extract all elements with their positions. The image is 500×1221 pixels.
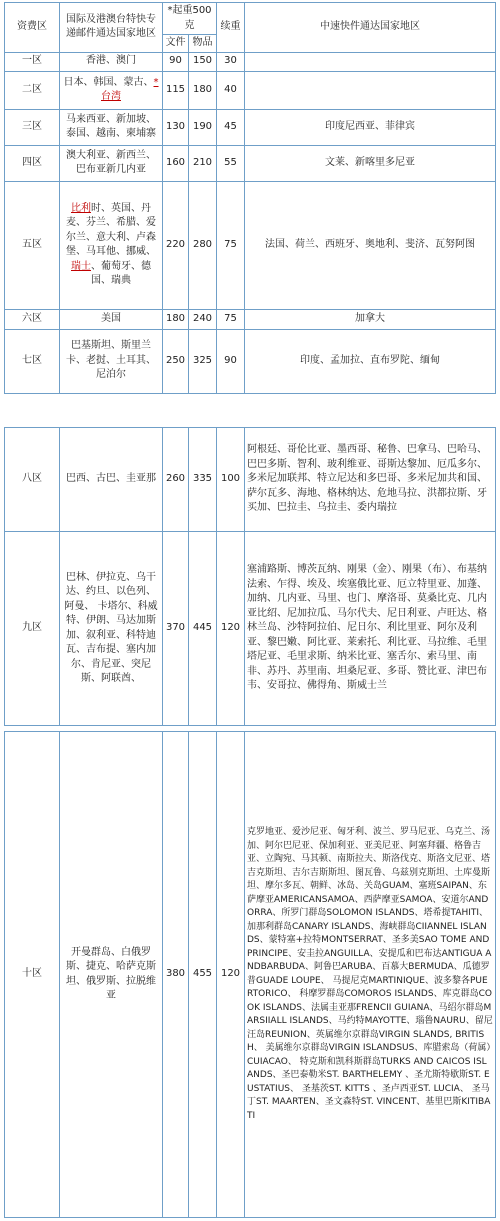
zone-doc-price: 250 [163,329,189,393]
zone-doc-price: 380 [163,732,189,1218]
table-row [5,309,496,329]
zone-countries: 巴西、古巴、圭亚那 [60,428,163,532]
zone-cont-price: 75 [217,309,245,329]
zone-countries: 美国 [60,309,163,329]
zone-goods-price: 445 [189,532,217,726]
zone-countries: 开曼群岛、白俄罗斯、捷克、哈萨克斯坦、俄罗斯、拉脱维亚 [60,732,163,1218]
taiwan-link[interactable]: *台湾 [101,76,159,102]
zone-name: 九区 [5,532,60,726]
zone-countries [60,181,163,309]
rate-table-part3 [4,731,496,1218]
header-countries: 国际及港澳台特快专递邮件通达国家地区 [60,3,163,53]
zone-ems: 克罗地亚、爱沙尼亚、匈牙利、波兰、罗马尼亚、乌克兰、汤加、阿尔巴尼亚、保加利亚、亚美尼亚、阿塞拜疆、格鲁吉亚、立陶宛、马其顿、南斯拉夫、斯洛伐克、斯洛文尼亚、塔吉克斯坦、吉尔吉斯斯坦、图瓦鲁、乌兹别克斯坦、土库曼斯坦、摩尔多瓦、朝鲜、冰岛、关岛GUAM、塞班SAIPAN、东萨摩亚AMERICANSAMOA、西萨摩亚SAMOA、安道尔ANDORRA、所罗门群岛SOLOMON ISLANDS、塔希提TAHITI、加那利群岛CANARY ISLANDS、海峡群岛CIIANNEL ISLANDS、蒙特塞+拉特MONTSERRAT、圣多美SAO TOME AND PRINCIPE、安圭拉ANGUILLA、安提瓜和巴布达ANTIGUA ANDBARBUDA、阿鲁巴ARUBA、百慕大BERMUDA、瓜德罗普GUADE LOUPE、 马提尼克MARTINIQUE、波多黎各PUERTORICO、 科摩罗群岛COMOROS ISLANDS、库克群岛COOK ISLANDS、法属圭亚那FRENCII GUIANA、马绍尔群岛MARSIIALL ISLANDS、马约特MAYOTTE、瑙鲁NAURU、留尼汪岛REUNION、英属维尔京群岛VIRGIN SLANDS, BRITISH、 美属维尔京群岛VIRGIN ISLANDSUS、库腊索岛（荷属）CUIACAO、 特克斯和凯科斯群岛TURKS AND CAICOS ISLANDS、圣巴泰勒米ST. BARTHELEMY 、圣尤斯特歇斯ST. EUSTATIUS、 圣基茨ST. KITTS 、圣卢西亚ST. LUCIA、 圣马丁ST. MAARTEN、圣文森特ST. VINCENT、基里巴斯KITIBATI [245,732,496,1218]
header-ems-countries: 中速快件通达国家地区 [245,3,496,53]
zone-goods-price: 190 [189,109,217,145]
zone-ems [245,52,496,71]
zone-doc-price: 115 [163,71,189,109]
zone-ems: 塞浦路斯、博茨瓦纳、刚果（金）、刚果（布）、布基纳法索、乍得、埃及、埃塞俄比亚、厄立特里亚、加蓬、加纳、几内亚、马里、也门、摩洛哥、莫桑比克、几内亚比绍、尼加拉瓜、马尔代夫、尼日利亚、卢旺达、格林兰岛、沙特阿拉伯、尼日尔、利比里亚、阿尔及利亚、黎巴嫩、阿比亚、莱索托、利比亚、马拉维、毛里塔尼亚、毛里求斯、纳米比亚、塞舌尔、索马里、南非、苏丹、苏里南、坦桑尼亚、多哥、赞比亚、津巴布韦、安哥拉、佛得角、斯威士兰 [245,532,496,726]
zone-doc-price: 180 [163,309,189,329]
belgium-link[interactable]: 比利 [71,202,91,214]
zone-goods-price: 280 [189,181,217,309]
zone-countries: 香港、澳门 [60,52,163,71]
table-row [5,71,496,109]
table-row [5,532,496,726]
zone-countries: 巴基斯坦、斯里兰卡、老挝、土耳其、尼泊尔 [60,329,163,393]
zone-cont-price: 120 [217,732,245,1218]
zone-countries-text: 、葡萄牙、德国、瑞典 [91,260,151,286]
zone-name: 十区 [5,732,60,1218]
rate-table-part1 [4,2,496,394]
table-row [5,181,496,309]
zone-ems: 阿根廷、哥伦比亚、墨西哥、秘鲁、巴拿马、巴哈马、巴巴多斯、智利、玻利维亚、哥斯达黎加、厄瓜多尔、多米尼加联邦、特立尼达和多巴哥、多米尼加共和国、萨尔瓦多、海地、格林纳达、危地马拉、洪都拉斯、牙买加、巴拉圭、乌拉圭、委内瑞拉 [245,428,496,532]
zone-countries: 马来西亚、新加坡、泰国、越南、柬埔寨 [60,109,163,145]
table-row [5,52,496,71]
zone-name: 一区 [5,52,60,71]
zone-name: 六区 [5,309,60,329]
zone-name: 八区 [5,428,60,532]
zone-cont-price: 30 [217,52,245,71]
table-row [5,329,496,393]
zone-cont-price: 75 [217,181,245,309]
zone-goods-price: 325 [189,329,217,393]
zone-doc-price: 220 [163,181,189,309]
zone-name: 二区 [5,71,60,109]
zone-cont-price: 40 [217,71,245,109]
header-continuation: 续重 [217,3,245,53]
zone-ems [245,71,496,109]
zone-countries: 澳大利亚、新西兰、巴布亚新几内亚 [60,145,163,181]
zone-goods-price: 180 [189,71,217,109]
zone-goods-price: 335 [189,428,217,532]
zone-ems: 加拿大 [245,309,496,329]
zone-cont-price: 100 [217,428,245,532]
zone-name: 五区 [5,181,60,309]
zone-doc-price: 130 [163,109,189,145]
zone-goods-price: 210 [189,145,217,181]
zone-countries-text: 时、英国、丹麦、芬兰、希腊、爱尔兰、意大利、卢森堡、马耳他、挪威、 [66,202,156,257]
zone-ems: 文莱、新喀里多尼亚 [245,145,496,181]
header-row [5,3,496,35]
zone-ems: 印度、孟加拉、直布罗陀、缅甸 [245,329,496,393]
table-row [5,732,496,1218]
zone-doc-price: 370 [163,532,189,726]
table-row [5,428,496,532]
zone-countries: 巴林、伊拉克、乌干达、约旦、以色列、阿曼、 卡塔尔、科威特、伊朗、马达加斯加、叙利亚、科特迪瓦、吉布提、塞内加尔、肯尼亚、突尼斯、阿联酋、 [60,532,163,726]
zone-name: 四区 [5,145,60,181]
header-zone: 资费区 [5,3,60,53]
header-first-weight: *起重500克 [163,3,217,35]
zone-ems: 印度尼西亚、菲律宾 [245,109,496,145]
zone-countries [60,71,163,109]
zone-name: 三区 [5,109,60,145]
header-doc: 文件 [163,35,189,53]
zone-doc-price: 90 [163,52,189,71]
zone-cont-price: 120 [217,532,245,726]
zone-cont-price: 55 [217,145,245,181]
zone-doc-price: 160 [163,145,189,181]
zone-cont-price: 45 [217,109,245,145]
zone-ems: 法国、荷兰、西班牙、奥地利、斐济、瓦努阿图 [245,181,496,309]
table-row [5,145,496,181]
zone-cont-price: 90 [217,329,245,393]
zone-countries-text: 日本、韩国、蒙古、 [63,76,154,88]
header-goods: 物品 [189,35,217,53]
zone-goods-price: 150 [189,52,217,71]
zone-doc-price: 260 [163,428,189,532]
zone-goods-price: 455 [189,732,217,1218]
rate-table-part2 [4,427,496,726]
switzerland-link[interactable]: 瑞士 [71,260,91,272]
table-row [5,109,496,145]
zone-goods-price: 240 [189,309,217,329]
zone-name: 七区 [5,329,60,393]
